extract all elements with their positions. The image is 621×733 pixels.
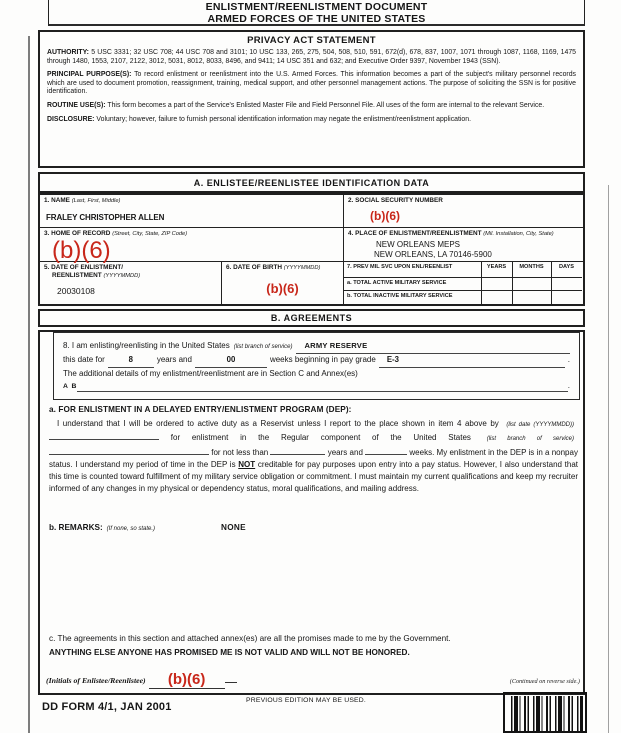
- dep-date-blank: [49, 431, 159, 440]
- item8-line2: [63, 354, 570, 367]
- form-title-line2: ARMED FORCES OF THE UNITED STATES: [207, 12, 426, 25]
- continued-note: (Continued on reverse side.): [509, 678, 580, 685]
- initials-blank: [149, 670, 225, 689]
- dob-hint-text: (YYYYMMDD): [283, 265, 321, 271]
- remarks-hint: (If none, so state.): [106, 526, 156, 532]
- item8-l2a-text: this date for: [63, 355, 105, 365]
- closing-line1: c. The agreements in this section and attached annex(es) are all the promises made to me by the Government.: [49, 634, 451, 643]
- field-home-of-record: [40, 228, 344, 262]
- field-dob-value-redacted: (b)(6): [266, 280, 299, 296]
- row-total-inactive-label: b. TOTAL INACTIVE MILITARY SERVICE: [347, 293, 453, 299]
- item8-l3-text: The additional details of my enlistment/reenlistment are in Section C and Annex(es): [63, 368, 358, 378]
- field-date-of-birth: [222, 262, 344, 304]
- field-ssn-value-redacted: (b)(6): [370, 208, 400, 223]
- field-place-of-enlistment: [344, 228, 583, 262]
- initials-blank-tail: [225, 672, 237, 683]
- initials-row: [46, 670, 580, 689]
- dep-heading: a. FOR ENLISTMENT IN A DELAYED ENTRY/ENLISTMENT PROGRAM (DEP):: [49, 405, 352, 414]
- form-title-line1: ENLISTMENT/REENLISTMENT DOCUMENT: [205, 1, 428, 13]
- item8-line3: [63, 368, 570, 380]
- field-date-enl-label-line1: 5. DATE OF ENLISTMENT/: [44, 264, 124, 271]
- dep-branch-blank: [49, 446, 209, 455]
- field-date-of-enlistment: [40, 262, 222, 304]
- principal-purpose-text: To record enlistment or reenlistment into the U.S. Armed Forces. This information becomes a part of the subject's military personnel records which are used to document promotion, reassignment, training, medical support, and other personnel management actions. The purpose of soliciting the SSN is for positive identification.: [47, 71, 577, 96]
- item8-years-value: 8: [108, 354, 154, 367]
- item8-lead-text: 8. I am enlisting/reenlisting in the United States: [63, 341, 230, 350]
- routine-use-text: This form becomes a part of the Service's Enlisted Master File and Field Personnel File. All uses of the form are internal to the relevant Service.: [107, 101, 545, 109]
- prev-mil-svc-grid: [344, 262, 582, 304]
- item8-line4-rule: [77, 382, 567, 392]
- col-header-years: YEARS: [481, 262, 512, 278]
- field-name-value: FRALEY CHRISTOPHER ALLEN: [46, 212, 165, 222]
- dep-p2-text: for enlistment in the Regular component of the United States: [170, 433, 471, 443]
- field-place-value-line2: NEW ORLEANS, LA 70146-5900: [374, 250, 492, 259]
- dep-p1-text: I understand that I will be ordered to active duty as a Reservist unless I report to the place shown in item 4 above by: [57, 419, 499, 428]
- remarks-section: [49, 523, 246, 532]
- dep-p3-text: for not less than: [211, 447, 269, 457]
- dep-p6-text: creditable for pay purposes upon entry into a pay status. However, I also understand that this time is counted toward fulfillment of my military service obligation or commitment. I must maintain my current qualifications and keep my recruiter informed of any changes in my physical or dependency status, moral qualifications, and mailing address.: [49, 459, 578, 494]
- routine-use-paragraph: [47, 102, 576, 111]
- dep-section: [49, 405, 578, 496]
- disclosure-text: Voluntary; however, failure to furnish personal identification information may negate the enlistment/reenlistment application.: [96, 115, 472, 123]
- field-dob-label: [222, 262, 343, 273]
- field-date-enl-label-line2: [40, 272, 221, 281]
- agreements-box: [38, 330, 585, 695]
- scan-artifact-left-line: [28, 36, 30, 733]
- section-a-header: A. ENLISTEE/REENLISTEE IDENTIFICATION DATA: [38, 172, 585, 193]
- item8-branch-value: ARMY RESERVE: [296, 340, 381, 354]
- item8-l2b-text: years and: [156, 355, 192, 365]
- initials-value-redacted: (b)(6): [167, 671, 206, 688]
- identification-table: [38, 193, 585, 306]
- date-enl-hint-text: (YYYYMMDD): [103, 272, 141, 279]
- section-b-header: B. AGREEMENTS: [38, 309, 585, 327]
- inactive-months-cell: [512, 291, 551, 304]
- home-hint-text: (Street, City, State, ZIP Code): [112, 231, 188, 237]
- dep-date-hint: (list date (YYYYMMDD)): [506, 422, 574, 428]
- field-place-label: [344, 228, 583, 239]
- name-hint-text: (Last, First, Middle): [71, 198, 121, 204]
- prev-svc-label: 7. PREV MIL SVC UPON ENL/REENLIST: [344, 262, 481, 278]
- active-days-cell: [551, 278, 582, 291]
- privacy-act-heading: PRIVACY ACT STATEMENT: [247, 35, 376, 46]
- barcode-box: [503, 692, 587, 733]
- authority-paragraph: [47, 49, 576, 66]
- closing-line2: ANYTHING ELSE ANYONE HAS PROMISED ME IS NOT VALID AND WILL NOT BE HONORED.: [49, 647, 410, 657]
- place-hint-text: (Mil. Installation, City, State): [483, 231, 554, 237]
- item8-line1-rule: [381, 344, 570, 354]
- item8-grade-value: E-3: [379, 354, 565, 367]
- field-date-enl-value: 20030108: [57, 286, 95, 296]
- dep-weeks-blank: [365, 446, 407, 455]
- item8-weeks-value: 00: [195, 354, 267, 367]
- inactive-days-cell: [551, 291, 582, 304]
- initials-label: (Initials of Enlistee/Reenlistee): [46, 676, 146, 685]
- item8-l4-period: .: [567, 380, 570, 390]
- active-years-cell: [481, 278, 512, 291]
- item8-enlistment-statement: [53, 332, 580, 400]
- item8-annexes-value: A B: [63, 382, 78, 390]
- item8-line4: [63, 380, 570, 392]
- privacy-act-statement-box: [38, 30, 585, 168]
- field-prev-mil-svc: [344, 262, 583, 304]
- dep-not-word: NOT: [238, 459, 256, 469]
- remarks-label: b. REMARKS:: [49, 523, 103, 532]
- item8-l2-period: .: [567, 355, 570, 365]
- routine-use-label: ROUTINE USE(S):: [47, 101, 106, 109]
- active-months-cell: [512, 278, 551, 291]
- barcode: [511, 696, 583, 731]
- authority-label: AUTHORITY:: [47, 49, 89, 56]
- col-header-days: DAYS: [551, 262, 582, 278]
- inactive-years-cell: [481, 291, 512, 304]
- row-total-active-label: a. TOTAL ACTIVE MILITARY SERVICE: [344, 278, 481, 291]
- date-enl-label2-text: REENLISTMENT: [52, 271, 102, 279]
- field-name-label: [40, 195, 343, 206]
- form-title-box: [48, 0, 585, 26]
- authority-text: 5 USC 3331; 32 USC 708; 44 USC 708 and 3101; 10 USC 133, 265, 275, 504, 508, 510, 591, 672(d), 678, 837, 1007, 1071 through 1087, 1168, 1169, 1475 through 1480, 1553, 2107, 2122, 3012, 5031, 8012, 8033, 8496, and 9411; 14 USC 351 and 632; and Executive Order 9397, November 1943 (SSN).: [47, 49, 576, 65]
- disclosure-paragraph: [47, 116, 576, 125]
- principal-purpose-paragraph: [47, 71, 576, 97]
- dob-label-text: 6. DATE OF BIRTH: [226, 264, 282, 271]
- field-home-value-redacted: (b)(6): [52, 236, 111, 264]
- remarks-value: NONE: [221, 523, 246, 532]
- col-header-months: MONTHS: [512, 262, 551, 278]
- item8-l2c-text: weeks beginning in pay grade: [269, 355, 376, 365]
- previous-edition-note: PREVIOUS EDITION MAY BE USED.: [246, 697, 366, 704]
- field-ssn: [344, 195, 583, 228]
- name-label-text: 1. NAME: [44, 197, 70, 204]
- principal-purpose-label: PRINCIPAL PURPOSE(S):: [47, 71, 132, 79]
- field-place-value-line1: NEW ORLEANS MEPS: [376, 239, 461, 249]
- disclosure-label: DISCLOSURE:: [47, 115, 95, 123]
- dep-paragraph: [49, 418, 578, 496]
- field-name: [40, 195, 344, 228]
- place-label-text: 4. PLACE OF ENLISTMENT/REENLISTMENT: [348, 230, 482, 237]
- dep-years-blank: [270, 446, 325, 455]
- closing-section: [49, 632, 578, 660]
- item8-branch-hint: (list branch of service): [233, 344, 293, 350]
- dep-p4-text: years and: [327, 447, 363, 457]
- dep-branch-hint: (list branch of service): [486, 436, 574, 443]
- scan-artifact-right-line: [608, 185, 609, 733]
- field-ssn-label: 2. SOCIAL SECURITY NUMBER: [348, 197, 443, 204]
- dep-p5-text: weeks. My enlistment in the DEP is in a nonpay status. I understand my period of time in the DEP is: [49, 447, 578, 469]
- form-number: DD FORM 4/1, JAN 2001: [42, 701, 172, 713]
- item8-line1: [63, 340, 570, 354]
- home-label-text: 3. HOME OF RECORD: [44, 230, 111, 237]
